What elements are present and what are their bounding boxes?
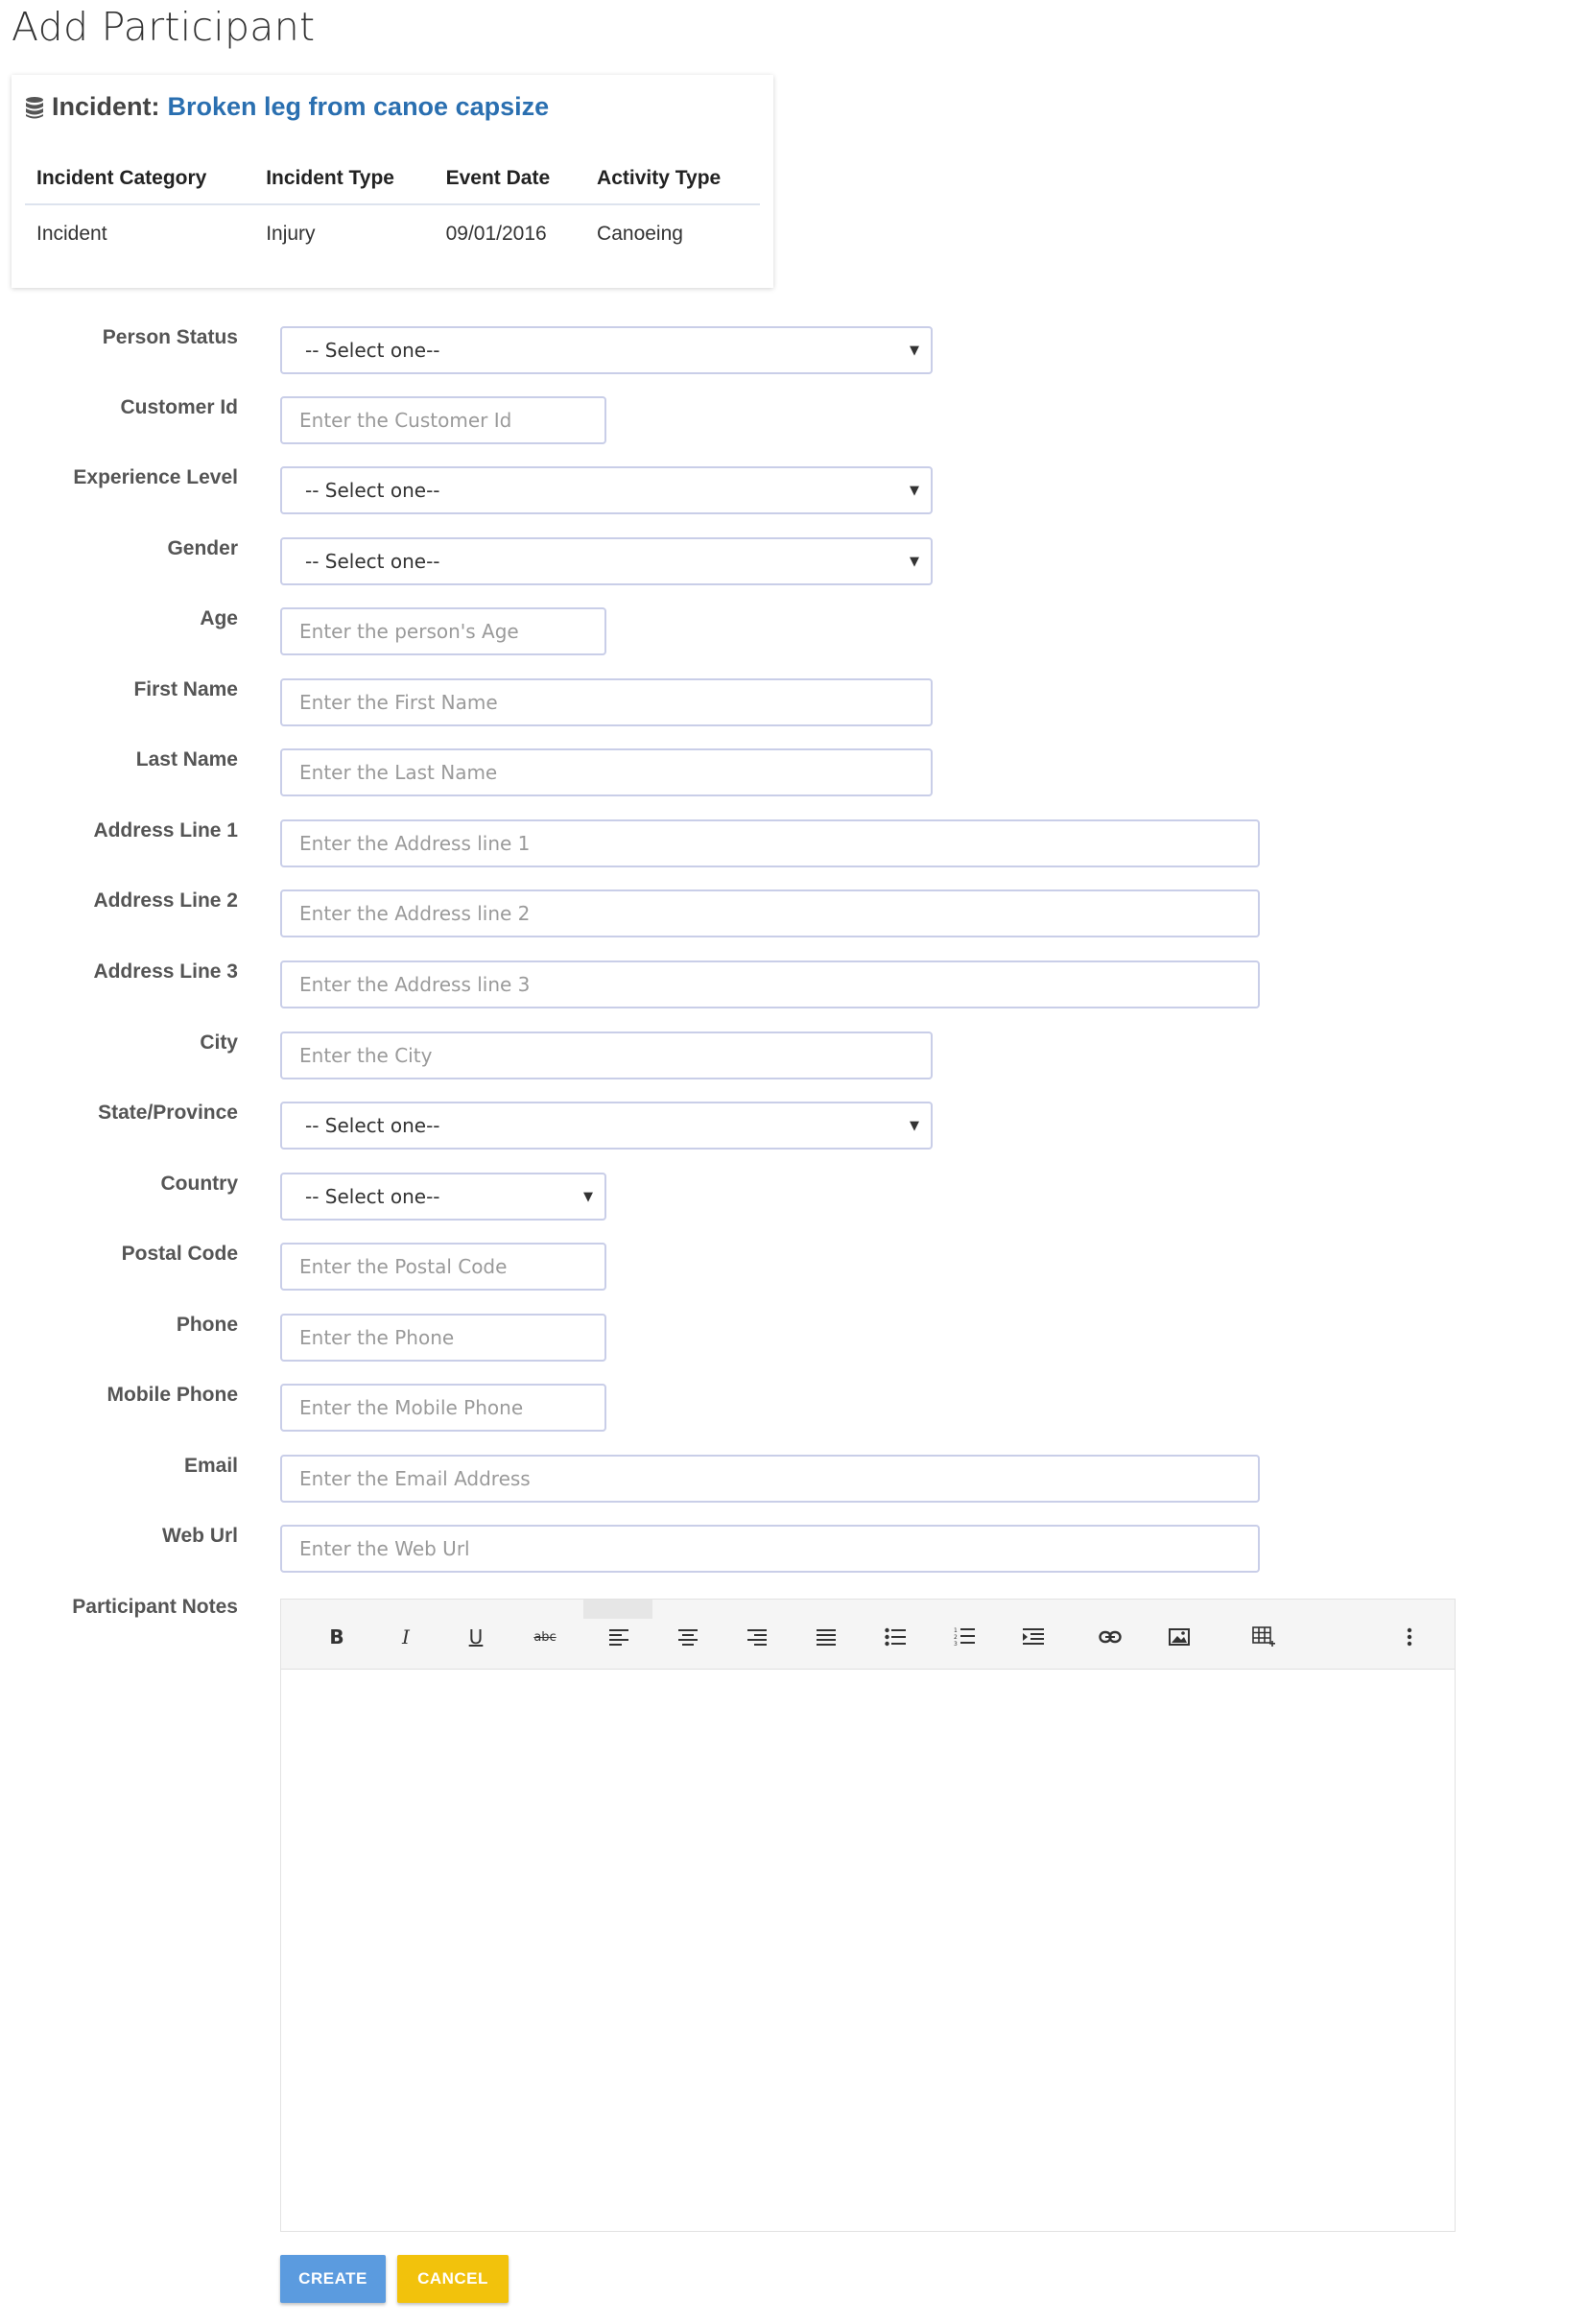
notes-editor-body[interactable] [281, 1670, 1455, 2231]
table-icon[interactable] [1246, 1623, 1281, 1651]
svg-text:3: 3 [954, 1641, 958, 1648]
database-icon [25, 96, 44, 119]
chevron-down-icon: ▼ [910, 343, 919, 358]
strikethrough-icon[interactable]: abc [533, 1629, 557, 1645]
first-name-label: First Name [133, 678, 238, 700]
align-justify-icon[interactable] [809, 1623, 843, 1651]
cancel-button[interactable]: CANCEL [397, 2255, 509, 2303]
participant-notes-editor [280, 1599, 1456, 2232]
page-title: Add Participant [12, 4, 316, 50]
phone-label: Phone [176, 1314, 238, 1336]
address-line-3-label: Address Line 3 [93, 960, 238, 983]
experience-level-value: -- Select one-- [305, 479, 440, 502]
cell-incident-type: Injury [266, 223, 316, 245]
age-input[interactable] [280, 607, 606, 655]
incident-link[interactable]: Broken leg from canoe capsize [167, 92, 550, 121]
country-value: -- Select one-- [305, 1185, 440, 1208]
web-url-label: Web Url [162, 1525, 238, 1547]
address-line-1-input[interactable] [280, 819, 1260, 867]
cell-activity-type: Canoeing [597, 223, 683, 245]
state-province-select[interactable] [280, 1102, 933, 1150]
cell-event-date: 09/01/2016 [445, 223, 547, 245]
postal-code-input[interactable] [280, 1243, 606, 1291]
country-label: Country [160, 1173, 238, 1195]
chevron-down-icon: ▼ [583, 1189, 593, 1204]
svg-text:1: 1 [954, 1627, 958, 1634]
bullet-list-icon[interactable] [878, 1623, 912, 1651]
last-name-label: Last Name [135, 748, 238, 771]
address-line-2-label: Address Line 2 [93, 889, 238, 912]
email-input[interactable] [280, 1455, 1260, 1503]
numbered-list-icon[interactable] [947, 1623, 982, 1651]
address-line-2-input[interactable] [280, 889, 1260, 937]
person-status-label: Person Status [102, 326, 238, 348]
more-vertical-icon[interactable] [1392, 1623, 1427, 1651]
country-select[interactable] [280, 1173, 606, 1221]
customer-id-label: Customer Id [120, 396, 238, 418]
customer-id-input[interactable] [280, 396, 606, 444]
chevron-down-icon: ▼ [910, 483, 919, 498]
state-province-label: State/Province [98, 1102, 238, 1124]
column-event-date: Event Date [435, 167, 585, 204]
participant-notes-label: Participant Notes [72, 1596, 238, 1618]
column-activity-type: Activity Type [585, 167, 760, 204]
mobile-phone-input[interactable] [280, 1384, 606, 1432]
image-icon[interactable] [1162, 1623, 1196, 1651]
city-label: City [200, 1032, 238, 1054]
web-url-input[interactable] [280, 1525, 1260, 1573]
gender-label: Gender [167, 537, 238, 559]
column-incident-type: Incident Type [254, 167, 434, 204]
align-center-icon[interactable] [671, 1623, 705, 1651]
bold-icon[interactable]: B [329, 1625, 344, 1648]
experience-level-label: Experience Level [73, 466, 238, 488]
underline-icon[interactable]: U [468, 1625, 484, 1648]
gender-value: -- Select one-- [305, 550, 440, 573]
mobile-phone-label: Mobile Phone [107, 1384, 238, 1406]
svg-text:2: 2 [954, 1634, 958, 1641]
email-label: Email [183, 1455, 238, 1477]
incident-heading [25, 92, 549, 122]
person-status-value: -- Select one-- [305, 339, 440, 362]
state-province-value: -- Select one-- [305, 1114, 440, 1137]
phone-input[interactable] [280, 1314, 606, 1362]
create-button[interactable]: CREATE [280, 2255, 386, 2303]
city-input[interactable] [280, 1032, 933, 1079]
align-left-icon[interactable] [602, 1623, 636, 1651]
person-status-select[interactable] [280, 326, 933, 374]
first-name-input[interactable] [280, 678, 933, 726]
incident-table [25, 167, 760, 246]
indent-icon[interactable] [1016, 1623, 1051, 1651]
address-line-3-input[interactable] [280, 960, 1260, 1008]
toolbar-hover-highlight [583, 1600, 652, 1619]
chevron-down-icon: ▼ [910, 554, 919, 569]
incident-prefix: Incident: [52, 92, 160, 121]
italic-icon[interactable]: I [402, 1625, 410, 1648]
cell-incident-category: Incident [36, 223, 107, 245]
column-incident-category: Incident Category [25, 167, 254, 204]
address-line-1-label: Address Line 1 [93, 819, 238, 842]
align-right-icon[interactable] [740, 1623, 774, 1651]
incident-card [12, 75, 773, 288]
age-label: Age [200, 607, 238, 629]
postal-code-label: Postal Code [121, 1243, 238, 1265]
table-row [25, 204, 760, 246]
gender-select[interactable] [280, 537, 933, 585]
chevron-down-icon: ▼ [910, 1118, 919, 1133]
link-icon[interactable] [1093, 1623, 1127, 1651]
last-name-input[interactable] [280, 748, 933, 796]
experience-level-select[interactable] [280, 466, 933, 514]
incident-table-header [25, 167, 760, 204]
editor-toolbar [281, 1600, 1455, 1670]
